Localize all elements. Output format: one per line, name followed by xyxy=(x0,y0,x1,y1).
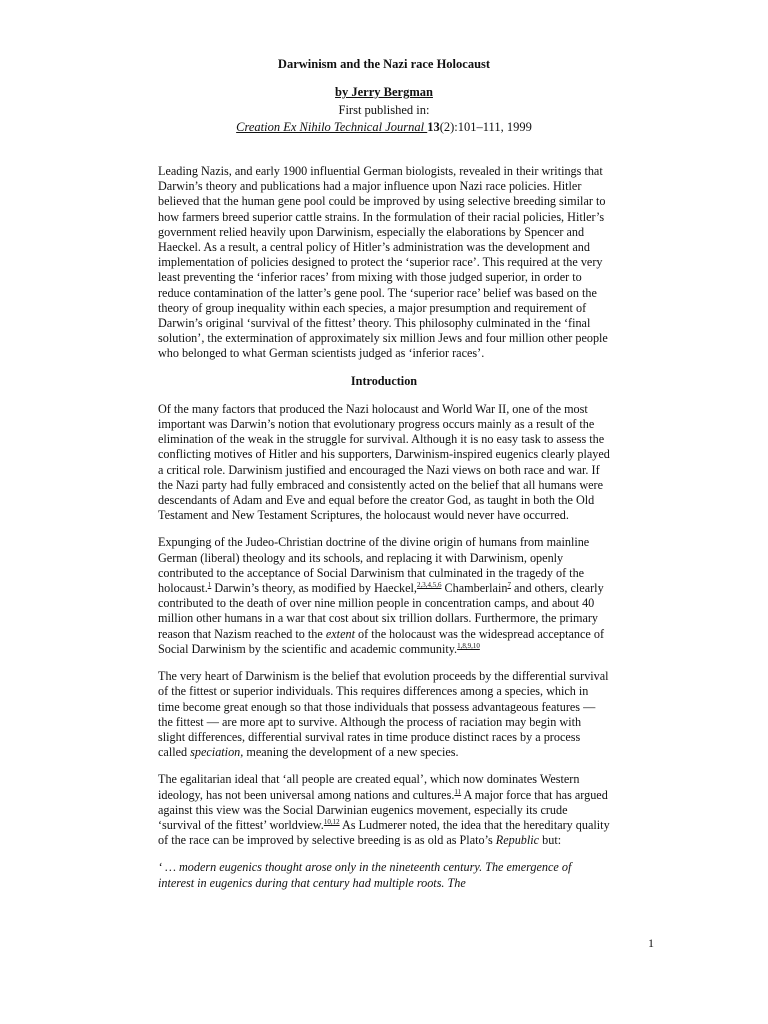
paragraph-text: The very heart of Darwinism is the belief that evolution proceeds by the differential survival of the fittest or superior individuals. This requires differences among a species, which in time become great enough so that those individuals that possess advantageous features — the fittest — are more apt to survive. Although the process of raciation may begin with slight differences, differential survival rates in time produce distinct races by a process called xyxy=(158,669,609,760)
intro-paragraph-1: Of the many factors that produced the Nazi holocaust and World War II, one of the most important was Darwin’s notion that evolutionary progress occurs mainly as a result of the elimination of the weak in the struggle for survival. Although it is no easy task to assess the conflicting motives of Hitler and his supporters, Darwinism-inspired eugenics clearly played a critical role. Darwinism justified and encouraged the Nazi views on both race and war. If the Nazi party had fully embraced and consistently acted on the belief that all humans were descendants of Adam and Eve and equal before the creator God, as taught in both the Old Testament and New Testament Scriptures, the holocaust would never have occurred. xyxy=(158,401,610,523)
document-body xyxy=(158,164,610,903)
publication-citation xyxy=(0,119,768,136)
paragraph-text: and others, clearly contributed to the death of over nine million people in concentration camps, and about 40 million other humans in a war that cost about six trillion dollars. Furthermore, the primary reason that Nazism reached to the xyxy=(158,581,604,641)
footnote-ref[interactable]: 1,8,9,10 xyxy=(457,641,480,650)
footnote-ref[interactable]: 2,3,4,5,6 xyxy=(416,581,442,590)
paragraph-text: The egalitarian ideal that ‘all people are created equal’, which now dominates Western ideology, has not been universal among nations and cultures. xyxy=(158,772,580,802)
footnote-ref[interactable]: 7 xyxy=(507,581,511,590)
paragraph-text: meaning the development of a new species. xyxy=(243,745,459,760)
journal-issue-pages: (2):101–111, 1999 xyxy=(439,120,532,134)
emphasis-text: extent xyxy=(325,626,355,641)
first-published-label: First published in: xyxy=(338,103,430,117)
footnote-ref[interactable]: 10,12 xyxy=(323,817,340,826)
paragraph-text: As Ludmerer noted, the idea that the hereditary quality of the race can be improved by selective breeding is as old as Plato’s xyxy=(158,817,610,848)
paragraph-text: Chamberlain xyxy=(441,581,508,596)
intro-paragraph-2 xyxy=(158,535,610,657)
footnote-ref[interactable]: 1 xyxy=(207,581,212,590)
paragraph-text: Expunging of the Judeo-Christian doctrine of the divine origin of humans from mainline German (liberal) theology and its schools, and replacing it with Darwinism, openly contributed to the acceptance of Social Darwinism that culminated in the tragedy of the holocaust. xyxy=(158,535,590,596)
page-number: 1 xyxy=(648,936,654,950)
paragraph-text: A major force that has argued against this view was the Social Darwinian eugenics movement, especially its crude ‘survival of the fittest’ worldview. xyxy=(158,787,608,832)
block-quote: ‘ … modern eugenics thought arose only in the nineteenth century. The emergence of interest in eugenics during that century had multiple roots. The xyxy=(158,860,572,890)
intro-paragraph-3 xyxy=(158,669,610,760)
paragraph-text: Darwin’s theory, as modified by Haeckel, xyxy=(211,581,417,596)
section-heading-introduction: Introduction xyxy=(350,373,418,388)
journal-volume: 13 xyxy=(427,120,440,134)
paragraph-text: but: xyxy=(539,833,562,848)
abstract-paragraph: Leading Nazis, and early 1900 influential German biologists, revealed in their writings that Darwin’s theory and publications had a major influence upon Nazi race policies. Hitler believed that the human gene pool could be improved by using selective breeding similar to how farmers breed superior cattle strains. In the formulation of their racial policies, Hitler’s government relied heavily upon Darwinism, especially the elaborations by Spencer and Haeckel. As a result, a central policy of Hitler’s administration was the development and implementation of policies designed to protect the ‘superior race’. This required at the very least preventing the ‘inferior races’ from mixing with those judged superior, in order to reduce contamination of the latter’s gene pool. The ‘superior race’ belief was based on the theory of group inequality within each species, a major presumption and requirement of Darwin’s original ‘survival of the fittest’ theory. This philosophy culminated in the ‘final solution’, the extermination of approximately six million Jews and four million other people who belonged to what German scientists judged as ‘inferior races’. xyxy=(158,164,608,361)
document-header xyxy=(0,56,768,136)
emphasis-text: speciation, xyxy=(190,745,244,760)
footnote-ref[interactable]: 11 xyxy=(454,787,462,796)
intro-paragraph-4 xyxy=(158,772,610,848)
document-title: Darwinism and the Nazi race Holocaust xyxy=(277,57,491,71)
paragraph-text: of the holocaust was the widespread acceptance of Social Darwinism by the scientific and academic community. xyxy=(158,626,605,656)
emphasis-text: Republic xyxy=(495,833,540,848)
journal-name: Creation Ex Nihilo Technical Journal xyxy=(236,120,428,134)
author-byline: by Jerry Bergman xyxy=(335,85,433,99)
